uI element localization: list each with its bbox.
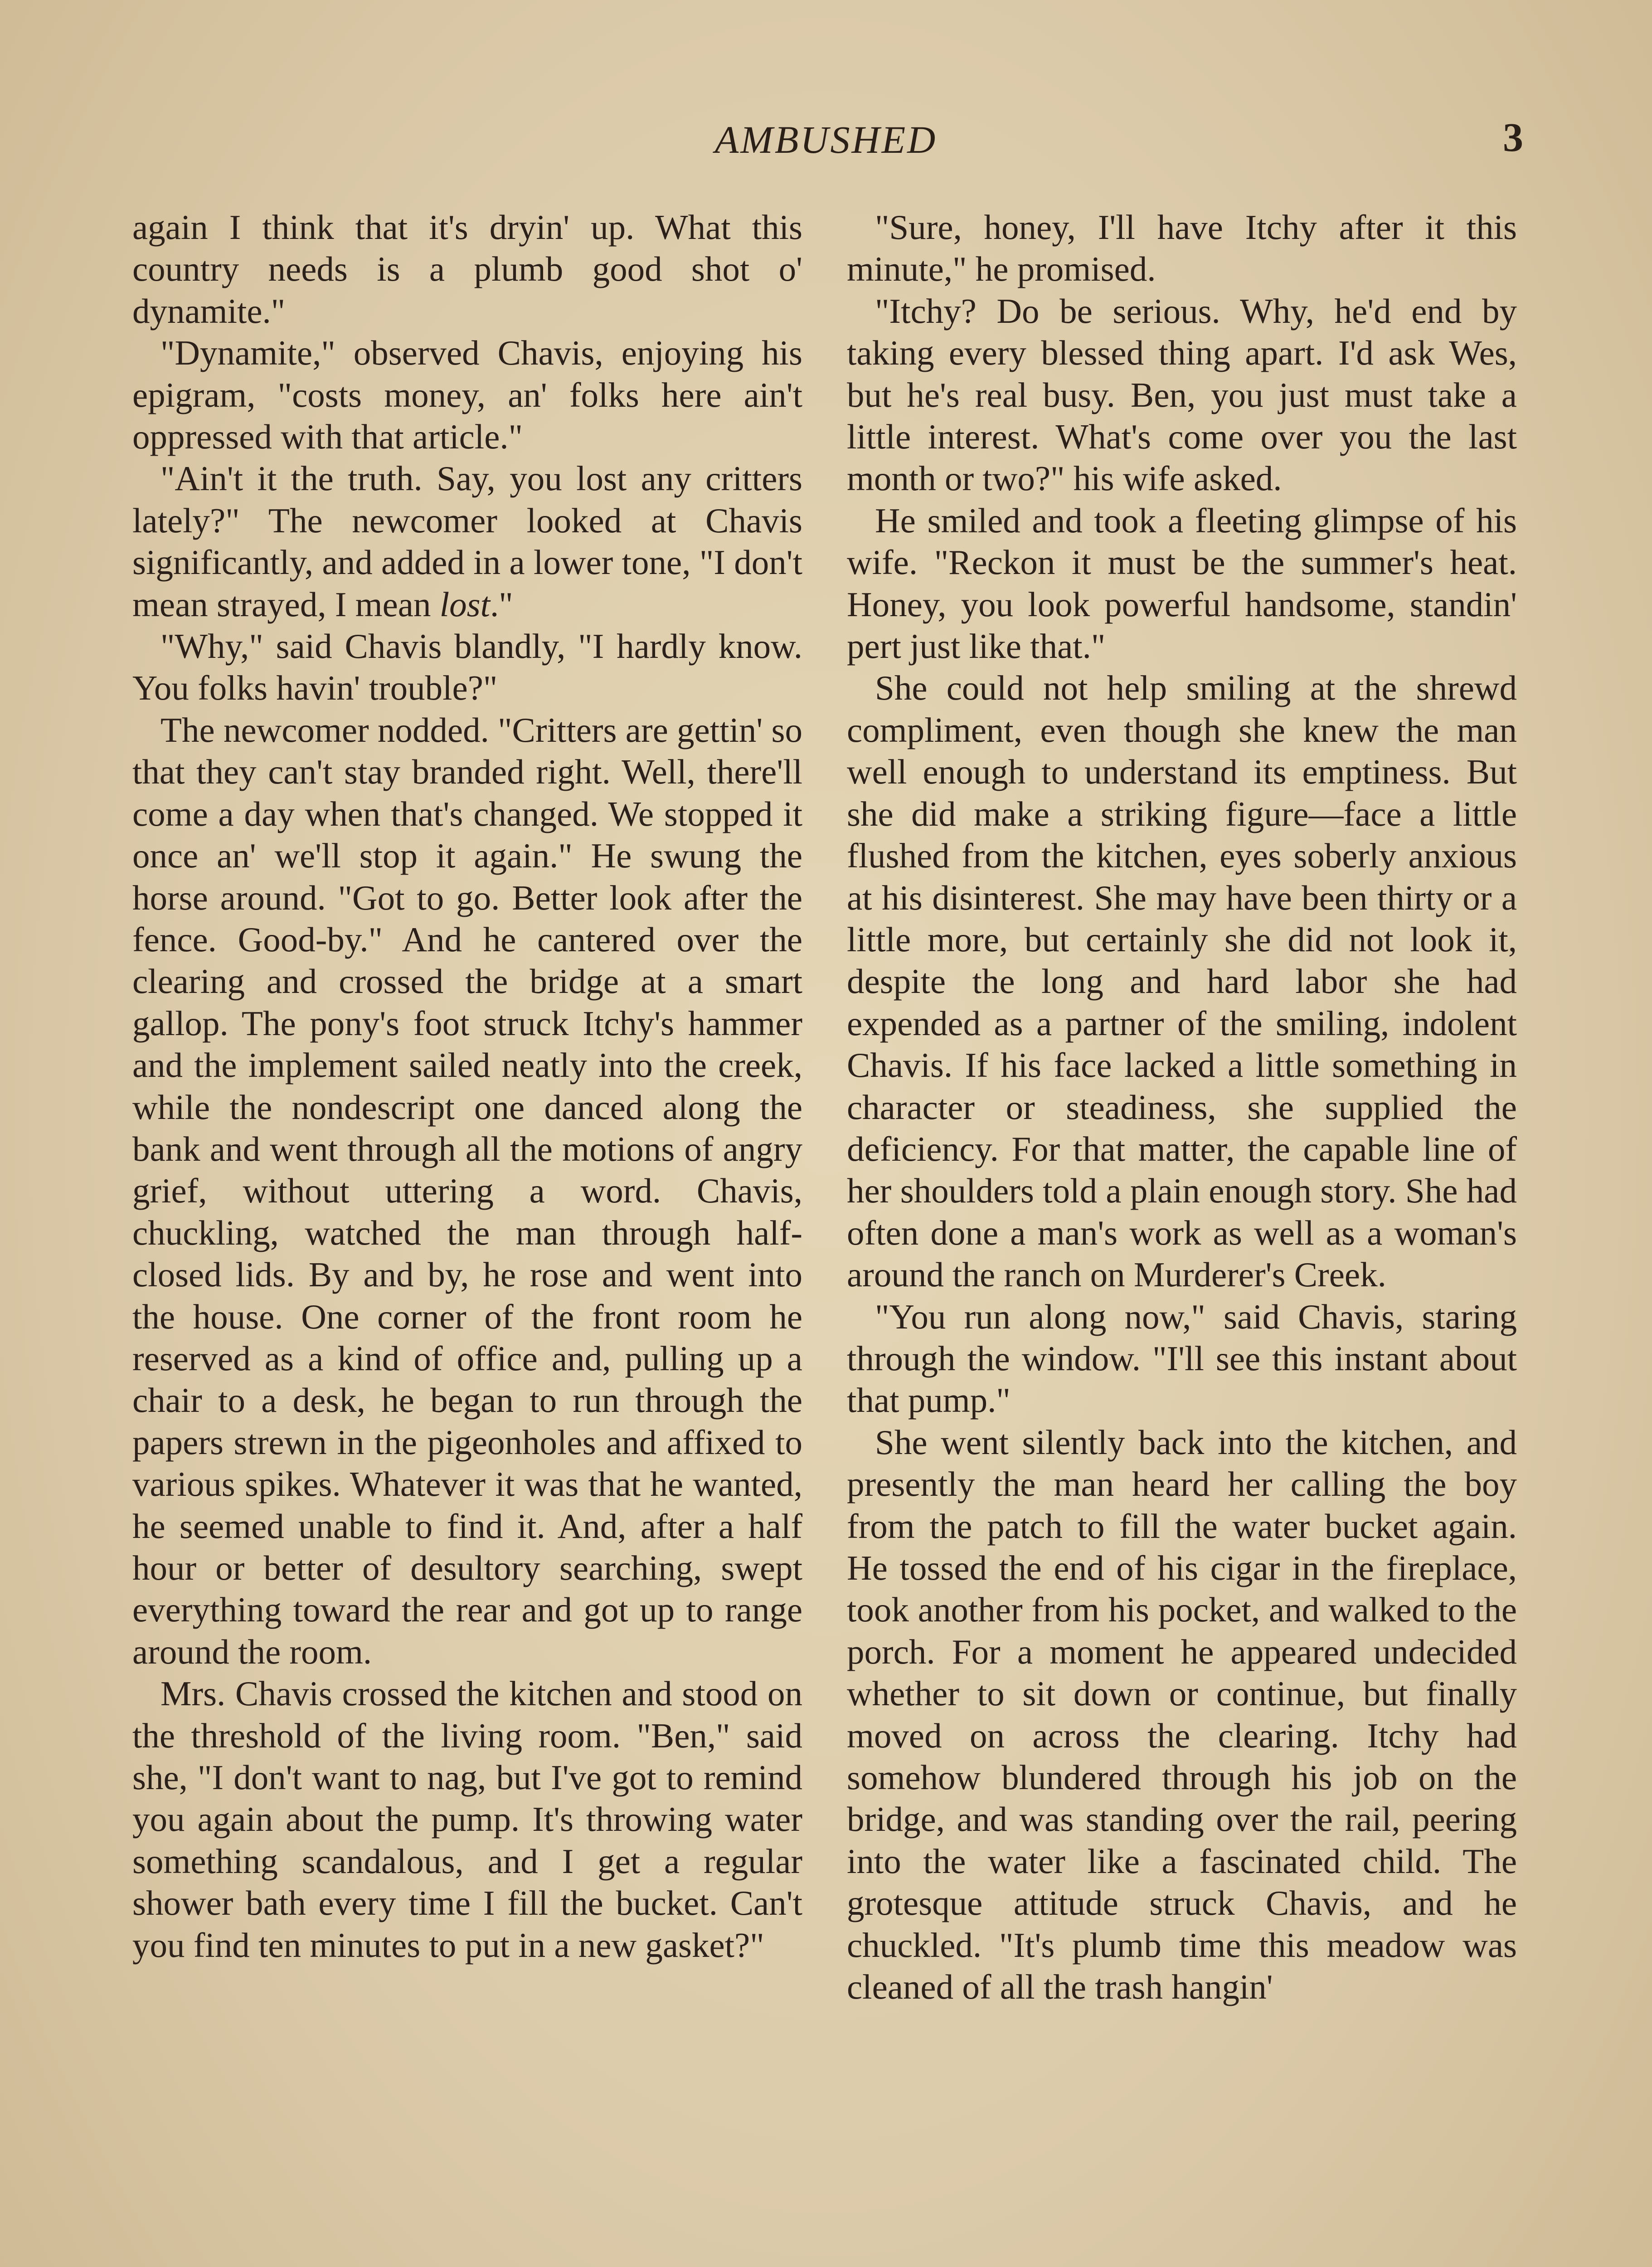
paragraph: "Sure, honey, I'll have Itchy after it this minute," he promised. xyxy=(847,208,1517,289)
paragraph: "Why," said Chavis blandly, "I hardly know. You folks havin' trouble?" xyxy=(132,627,802,708)
paragraph: Mrs. Chavis crossed the kitchen and stood on the threshold of the living room. "Ben," said she, "I don't want to nag, but I've got to remind you again about the pump. It's throwing water something scandalous, and I get a regular shower bath every time I fill the bucket. Can't you find ten minutes to put in a new gasket?" xyxy=(132,1674,802,1965)
paragraph: "Itchy? Do be serious. Why, he'd end by taking every blessed thing apart. I'd ask Wes, but he's real busy. Ben, you just must take a little interest. What's come over you the last month or two?" his wife asked. xyxy=(847,291,1517,498)
right-column xyxy=(847,206,1517,2267)
page-number: 3 xyxy=(1503,115,1523,160)
paragraph: She went silently back into the kitchen, and presently the man heard her calling the boy from the patch to fill the water bucket again. He tossed the end of his cigar in the fireplace, took another from his pocket, and walked to the porch. For a moment he appeared undecided whether to sit down or continue, but finally moved on across the clearing. Itchy had somehow blundered through his job on the bridge, and was standing over the rail, peering into the water like a fascinated child. The grotesque attitude struck Chavis, and he chuckled. "It's plumb time this meadow was cleaned of all the trash hangin' xyxy=(847,1422,1517,2007)
paragraph: The newcomer nodded. "Critters are gettin' so that they can't stay branded right. Well, there'll come a day when that's changed. We stopped it once an' we'll stop it again." He swung the horse around. "Got to go. Better look after the fence. Good-by." And he cantered over the clearing and crossed the bridge at a smart gallop. The pony's foot struck Itchy's hammer and the implement sailed neatly into the creek, while the nondescript one danced along the bank and went through all the motions of angry grief, without uttering a word. Chavis, chuckling, watched the man through half-closed lids. By and by, he rose and went into the house. One corner of the front room he reserved as a kind of office and, pulling up a chair to a desk, he began to run through the papers strewn in the pigeonholes and affixed to various spikes. Whatever it was that he wanted, he seemed unable to find it. And, after a half hour or better of desultory searching, swept everything toward the rear and got up to range around the room. xyxy=(132,710,802,1671)
paragraph: "Dynamite," observed Chavis, enjoying his epigram, "costs money, an' folks here ain't oppressed with that article." xyxy=(132,333,802,457)
running-head-title: AMBUSHED xyxy=(714,118,938,161)
paragraph-text-end: ." xyxy=(490,584,513,624)
left-column xyxy=(132,206,802,2267)
paragraph-text: "Ain't it the truth. Say, you lost any critters lately?" The newcomer looked at Chavis significantly, and added in a lower tone, "I don't mean strayed, I mean xyxy=(132,459,802,624)
paragraph: She could not help smiling at the shrewd compliment, even though she knew the man well enough to understand its emptiness. But she did make a striking figure—face a little flushed from the kitchen, eyes soberly anxious at his disinterest. She may have been thirty or a little more, but certainly she did not look it, despite the long and hard labor she had expended as a partner of the smiling, indolent Chavis. If his face lacked a little something in character or steadiness, she supplied the deficiency. For that matter, the capable line of her shoulders told a plain enough story. She had often done a man's work as well as a woman's around the ranch on Murderer's Creek. xyxy=(847,668,1517,1294)
paragraph: He smiled and took a fleeting glimpse of his wife. "Reckon it must be the summer's heat. Honey, you look powerful handsome, standin' pert just like that." xyxy=(847,501,1517,666)
italic-word: lost xyxy=(439,584,491,624)
paragraph: "You run along now," said Chavis, staring through the window. "I'll see this instant about that pump." xyxy=(847,1297,1517,1420)
paragraph xyxy=(132,457,802,625)
paragraph: again I think that it's dryin' up. What this country needs is a plumb good shot o' dynamite." xyxy=(132,208,802,331)
